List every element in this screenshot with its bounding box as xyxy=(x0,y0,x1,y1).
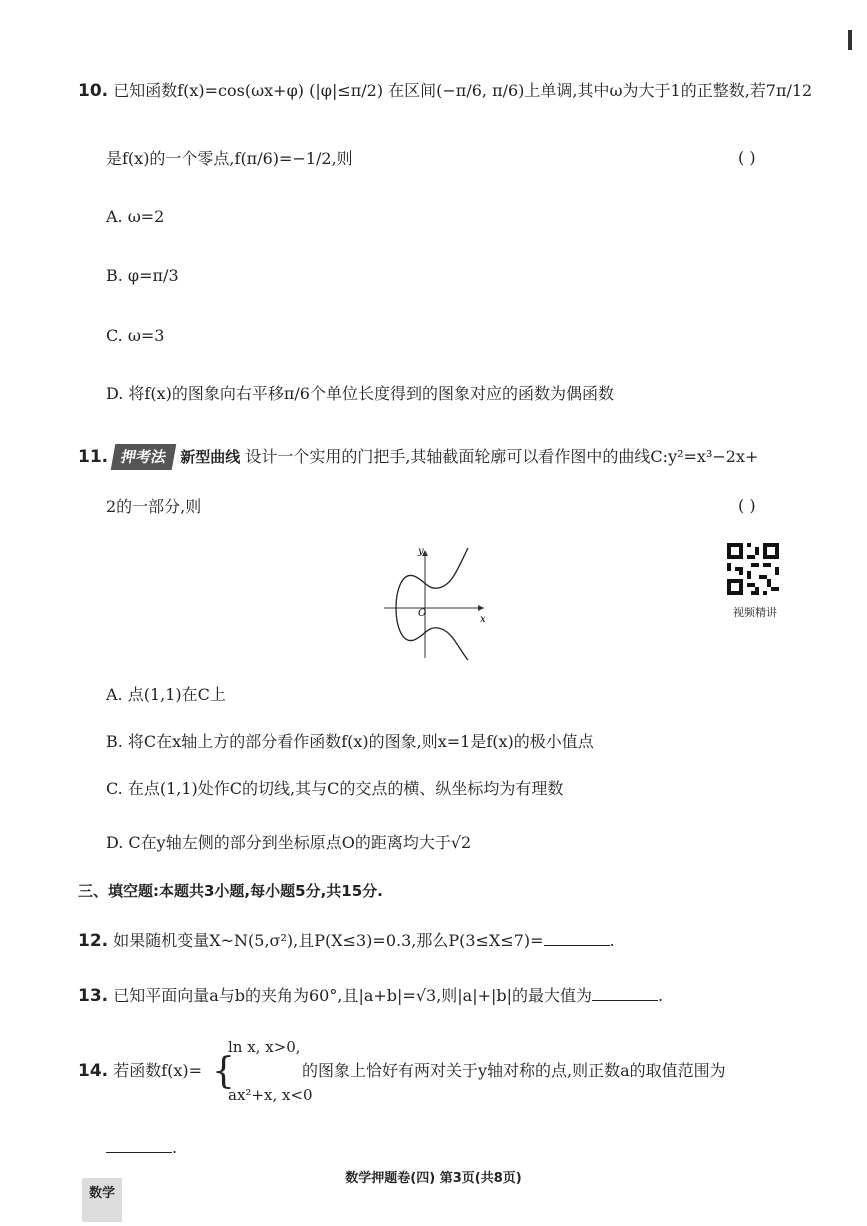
q14-case1: ln x, x>0, xyxy=(228,1038,301,1056)
q13: 13. 已知平面向量a与b的夹角为60°,且|a+b|=√3,则|a|+|b|的最大值为 . xyxy=(78,986,664,1006)
q12: 12. 如果随机变量X~N(5,σ²),且P(X≤3)=0.3,那么P(3≤X≤7)= . xyxy=(78,931,615,951)
q14-case2: ax²+x, x<0 xyxy=(228,1086,313,1104)
q14-line2: . xyxy=(106,1138,177,1157)
q14-suffix: 的图象上恰好有两对关于y轴对称的点,则正数a的取值范围为 xyxy=(302,1061,726,1080)
q11-line2: 2的一部分,则 xyxy=(106,497,202,516)
x-axis-arrow xyxy=(478,605,484,611)
x-axis-label: x xyxy=(480,614,486,625)
q11-option-d: D. C在y轴左侧的部分到坐标原点O的距离均大于√2 xyxy=(106,833,472,852)
q10-option-c: C. ω=3 xyxy=(106,326,165,345)
q13-answer-blank[interactable] xyxy=(592,986,658,1001)
q10-option-a: A. ω=2 xyxy=(106,207,165,226)
subject-tab: 数学 xyxy=(82,1178,122,1222)
q11-answer-paren: ( ) xyxy=(738,496,756,515)
q11-option-c: C. 在点(1,1)处作C的切线,其与C的交点的横、纵坐标均为有理数 xyxy=(106,779,564,798)
q10-line1: 10. 已知函数f(x)=cos(ωx+φ) (|φ|≤π/2) 在区间(−π/6, π/6)上单调,其中ω为大于1的正整数,若7π/12 xyxy=(78,81,813,101)
page-footer: 数学押题卷(四) 第3页(共8页) xyxy=(345,1171,522,1186)
q10-option-d: D. 将f(x)的图象向右平移π/6个单位长度得到的图象对应的函数为偶函数 xyxy=(106,384,614,403)
q10-option-b: B. φ=π/3 xyxy=(106,266,179,285)
curve-c xyxy=(396,548,468,660)
q12-answer-blank[interactable] xyxy=(544,931,610,946)
qr-caption: 视频精讲 xyxy=(733,606,777,619)
q14-brace: { xyxy=(212,1051,235,1092)
q11-badge: 押考法 xyxy=(111,444,177,470)
qr-code-icon[interactable] xyxy=(727,543,779,595)
q10-line2: 是f(x)的一个零点,f(π/6)=−1/2,则 xyxy=(106,149,353,168)
section-heading: 三、填空题:本题共3小题,每小题5分,共15分. xyxy=(78,882,383,900)
y-axis-label: y xyxy=(418,546,424,557)
q10-answer-paren: ( ) xyxy=(738,148,756,167)
origin-label: O xyxy=(418,608,427,619)
corner-mark xyxy=(848,30,852,50)
curve-figure xyxy=(380,540,490,662)
q14-line1: 14. 若函数f(x)= xyxy=(78,1061,203,1081)
q11-line1: 11. 押考法 新型曲线 设计一个实用的门把手,其轴截面轮廓可以看作图中的曲线C:y²=x³−2x+ xyxy=(78,444,758,470)
q11-option-b: B. 将C在x轴上方的部分看作函数f(x)的图象,则x=1是f(x)的极小值点 xyxy=(106,732,594,751)
q11-option-a: A. 点(1,1)在C上 xyxy=(106,685,226,704)
q14-answer-blank[interactable] xyxy=(106,1138,172,1153)
q11-tag: 新型曲线 xyxy=(180,448,241,466)
